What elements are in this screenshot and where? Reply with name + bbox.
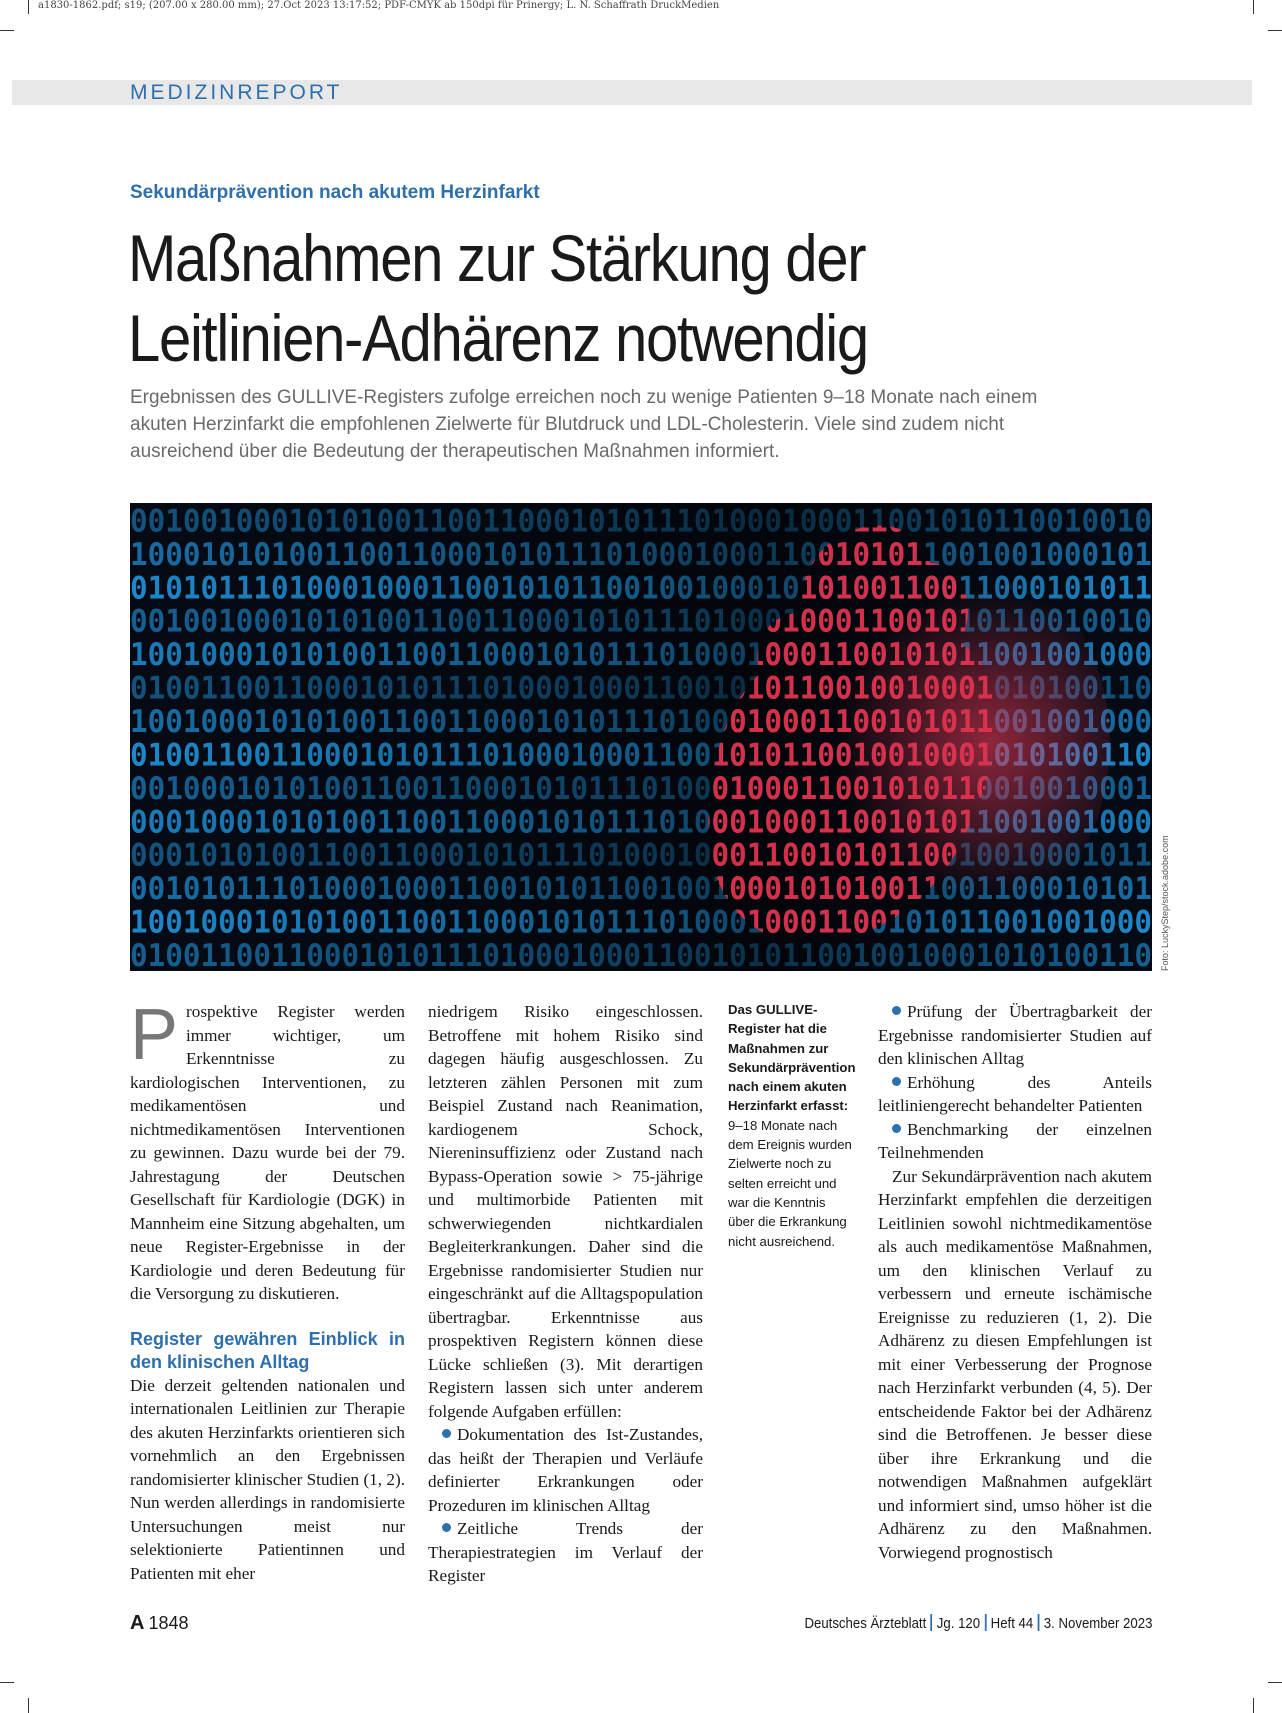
bullet-dot-icon xyxy=(892,1124,901,1133)
article-kicker: Sekundärprävention nach akutem Herzinfarkt xyxy=(130,182,540,203)
drop-cap: P xyxy=(130,995,179,1075)
photo-credit: Foto: LuckyStep/stock.adobe.com xyxy=(1160,835,1170,971)
intro-paragraph xyxy=(130,995,405,1306)
bullet-item: Prüfung der Übertragbarkeit der Ergebnisse randomisierter Studien auf den klinischen Alltag xyxy=(878,1002,1152,1068)
page-number: A 1848 xyxy=(130,1612,189,1634)
intro-text: rospektive Register werden immer wichtiger, um Erkenntnisse zu kardiologischen Interventionen, zu medikamentösen und nichtmedikamentösen Interventionen zu gewinnen. Dazu wurde bei der 79. Jahrestagung der Deutschen Gesellschaft für Kardiologie (DGK) in Mannheim eine Sitzung abgehalten, um neue Register-Ergebnisse in der Kardiologie und deren Bedeutung für die Versorgung zu diskutieren. xyxy=(130,1002,405,1303)
print-info-line: a1830-1862.pdf; s19; (207.00 x 280.00 mm); 27.Oct 2023 13:17:52; PDF-CMYK ab 150dpi für Prinergy; L. N. Schaffrath DruckMedien xyxy=(38,0,720,11)
crop-mark-bottom-right xyxy=(1253,1698,1254,1713)
bullet-item: Dokumentation des Ist-Zustandes, das heißt der Therapien und Verläufe definierter Erkrankungen oder Prozeduren im klinischen Alltag xyxy=(428,1425,703,1515)
crop-mark-right-bottom xyxy=(1268,1682,1282,1683)
bullet-dot-icon xyxy=(892,1077,901,1086)
journal-volume: Jg. 120 xyxy=(936,1615,980,1632)
footer-separator xyxy=(1037,1614,1039,1631)
article-title xyxy=(128,218,1026,378)
crop-mark-top-right xyxy=(1253,0,1254,14)
section-label: MEDIZINREPORT xyxy=(130,81,343,104)
journal-issue: Heft 44 xyxy=(990,1615,1033,1632)
bullet-dot-icon xyxy=(442,1523,451,1532)
text-column-1 xyxy=(130,995,405,1585)
hero-image xyxy=(130,503,1152,971)
crop-mark-left-bottom xyxy=(0,1682,14,1683)
body-paragraph-4: Zur Sekundärprävention nach akutem Herzinfarkt empfehlen die derzeitigen Leitlinien sowohl nichtmedikamentöse als auch medikamentöse Maßnahmen, um den klinischen Verlauf zu verbessern und erneute ischämische Ereignisse zu reduzieren (1, 2). Die Adhärenz zu diesen Empfehlungen ist mit einer Verbesserung der Prognose nach Herzinfarkt verbunden (4, 5). Der entscheidende Faktor bei der Adhärenz sind die Betroffenen. Je besser diese über ihre Erkrankung und die notwendigen Maßnahmen aufgeklärt und informiert sind, umso höher ist die Adhärenz zu den Maßnahmen. Vorwiegend prognostisch xyxy=(878,1166,1152,1562)
journal-date: 3. November 2023 xyxy=(1043,1615,1152,1632)
text-column-4 xyxy=(878,1000,1152,1564)
footer-separator xyxy=(984,1614,986,1631)
bullet-dot-icon xyxy=(442,1429,451,1438)
body-paragraph-1: Die derzeit geltenden nationalen und internationalen Leitlinien zur Therapie des akuten Herzinfarkts orientieren sich vornehmlich an den Ergebnissen randomisierter klinischer Studien (1, 2). Nun werden allerdings in randomisierte Untersuchungen meist nur selektionierte Patientinnen und Patienten mit eher xyxy=(130,1375,405,1583)
title-line-1: Maßnahmen zur Stärkung der xyxy=(128,221,866,295)
crop-mark-left-top xyxy=(0,30,14,31)
crop-mark-bottom-left xyxy=(28,1698,29,1713)
page-prefix: A xyxy=(130,1612,145,1634)
crop-mark-right-top xyxy=(1268,30,1282,31)
caption-text: 9–18 Monate nach dem Ereignis wurden Zielwerte noch zu selten erreicht und war die Kenntnis über die Erkrankung nicht ausreichend. xyxy=(728,1117,852,1249)
subheading: Register gewähren Einblick in den klinischen Alltag xyxy=(130,1328,405,1372)
body-paragraph-2: niedrigem Risiko eingeschlossen. Betroffene mit hohem Risiko sind dagegen häufig ausgeschlossen. Zu letzteren zählen Personen mit zum Beispiel Zustand nach Reanimation, kardiogenem Schock, Niereninsuffizienz oder Zustand nach Bypass-Operation sowie > 75-jährige und multimorbide Patienten mit schwerwiegenden nichtkardialen Begleiterkrankungen. Daher sind die Ergebnisse randomisierter Studien nur eingeschränkt auf die Alltagspopulation übertragbar. Erkenntnisse aus prospektiven Registern können diese Lücke schließen (3). Mit derartigen Registern lassen sich unter anderem folgende Aufgaben erfüllen: xyxy=(428,1002,703,1421)
journal-name: Deutsches Ärzteblatt xyxy=(804,1615,926,1632)
bullet-dot-icon xyxy=(892,1006,901,1015)
caption-bold: Das GULLIVE-Register hat die Maßnahmen zur Sekundärprävention nach einem akuten Herzinfarkt erfasst: xyxy=(728,1002,856,1114)
crop-mark-top-left xyxy=(28,0,29,14)
article-lead: Ergebnissen des GULLIVE-Registers zufolge erreichen noch zu wenige Patienten 9–18 Monate nach einem akuten Herzinfarkt die empfohlenen Zielwerte für Blutdruck und LDL-Cholesterin. Viele sind zudem nicht ausreichend über die Bedeutung der therapeutischen Maßnahmen informiert. xyxy=(130,387,1038,462)
bullet-item: Erhöhung des Anteils leitliniengerecht behandelter Patienten xyxy=(878,1072,1152,1115)
text-column-2 xyxy=(428,1000,703,1588)
footer-separator xyxy=(930,1614,932,1631)
bullet-item: Benchmarking der einzelnen Teilnehmenden xyxy=(878,1119,1152,1162)
title-line-2: Leitlinien-Adhärenz notwendig xyxy=(128,301,868,375)
bullet-item: Zeitliche Trends der Therapiestrategien im Verlauf der Register xyxy=(428,1519,703,1585)
image-caption xyxy=(728,1000,856,1251)
binary-heart-illustration xyxy=(130,503,1152,971)
journal-footer xyxy=(804,1614,1152,1632)
